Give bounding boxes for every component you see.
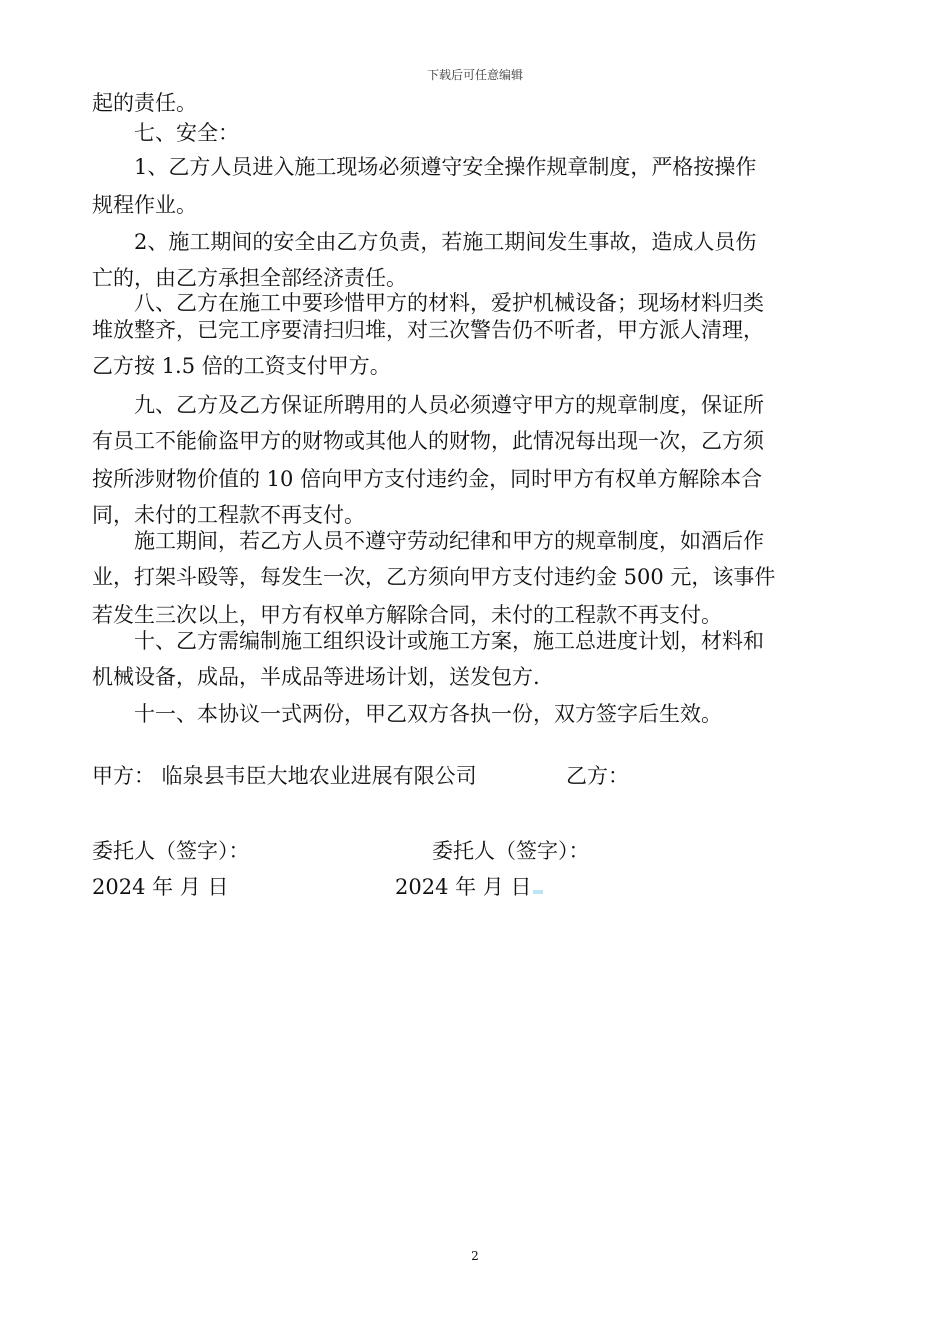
date-a-label: 2024 年 月 日 xyxy=(92,875,229,899)
paragraph-line: 若发生三次以上，甲方有权单方解除合同，未付的工程款不再支付。 xyxy=(92,603,722,627)
paragraph-line: 2、施工期间的安全由乙方负责，若施工期间发生事故，造成人员伤 xyxy=(134,230,757,254)
paragraph-line: 机械设备，成品，半成品等进场计划，送发包方. xyxy=(92,665,540,689)
paragraph-line: 乙方按 1.5 倍的工资支付甲方。 xyxy=(92,354,391,378)
paragraph-line: 业，打架斗殴等，每发生一次，乙方须向甲方支付违约金 500 元，该事件 xyxy=(92,565,776,589)
paragraph-line: 规程作业。 xyxy=(92,193,197,217)
paragraph-line: 按所涉财物价值的 10 倍向甲方支付违约金，同时甲方有权单方解除本合 xyxy=(92,467,763,491)
paragraph-line: 十、乙方需编制施工组织设计或施工方案，施工总进度计划，材料和 xyxy=(134,629,764,653)
paragraph-line: 1、乙方人员进入施工现场必须遵守安全操作规章制度，严格按操作 xyxy=(134,155,757,179)
section-heading-safety: 七、安全： xyxy=(134,121,239,145)
paragraph-line: 九、乙方及乙方保证所聘用的人员必须遵守甲方的规章制度，保证所 xyxy=(134,393,764,417)
party-a-label: 甲方： 临泉县韦臣大地农业进展有限公司 xyxy=(92,764,477,788)
paragraph-line: 亡的，由乙方承担全部经济责任。 xyxy=(92,266,407,290)
date-row xyxy=(92,872,532,902)
paragraph-line: 八、乙方在施工中要珍惜甲方的材料，爱护机械设备；现场材料归类 xyxy=(134,291,764,315)
paragraph-line: 施工期间，若乙方人员不遵守劳动纪律和甲方的规章制度，如酒后作 xyxy=(134,529,764,553)
agent-b-label: 委托人（签字）： xyxy=(432,839,590,863)
cursor-mark xyxy=(533,890,543,894)
paragraph-line: 堆放整齐，已完工序要清扫归堆，对三次警告仍不听者，甲方派人清理， xyxy=(92,318,764,342)
date-b-label: 2024 年 月 日 xyxy=(395,875,532,899)
page-number: 2 xyxy=(471,1249,479,1263)
party-row xyxy=(92,761,629,791)
agent-a-label: 委托人（签字）： xyxy=(92,839,250,863)
paragraph-line: 有员工不能偷盗甲方的财物或其他人的财物，此情况每出现一次，乙方须 xyxy=(92,429,764,453)
paragraph-line: 起的责任。 xyxy=(92,91,197,115)
paragraph-line: 十一、本协议一式两份，甲乙双方各执一份，双方签字后生效。 xyxy=(134,702,722,726)
agent-row xyxy=(92,836,590,866)
party-b-label: 乙方： xyxy=(566,764,629,788)
paragraph-line: 同，未付的工程款不再支付。 xyxy=(92,503,365,527)
page-header: 下载后可任意编辑 xyxy=(426,68,523,82)
